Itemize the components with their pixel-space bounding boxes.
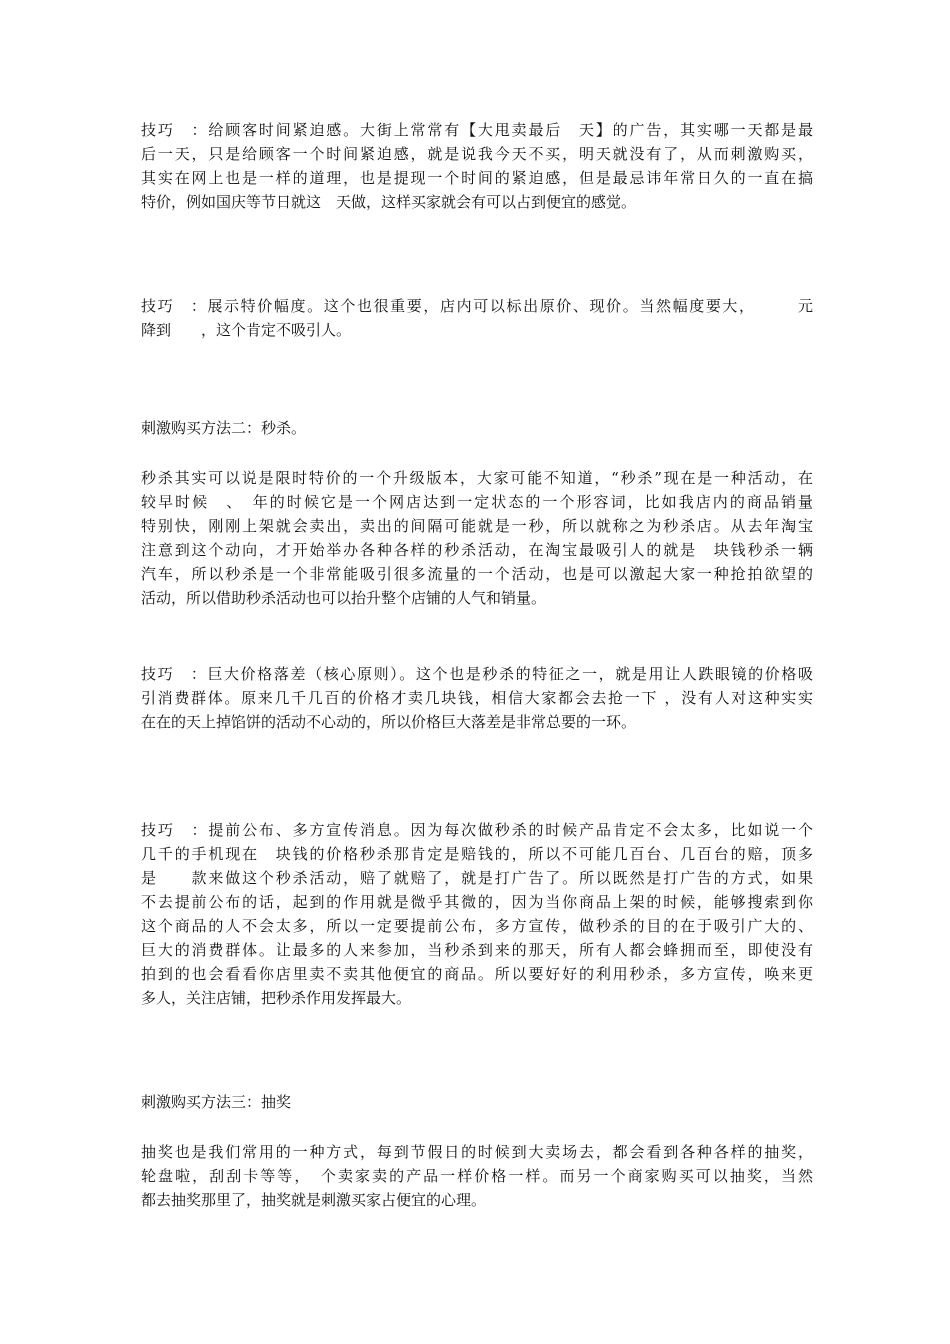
paragraph-tip-price-gap [141, 662, 813, 734]
paragraph-tip-announce [141, 818, 813, 1010]
text-line: 较早时候 、 年的时候它是一个网店达到一定状态的一个形容词，比如我店内的商品销量 [141, 493, 813, 511]
text-line: 在在的天上掉馅饼的活动不心动的，所以价格巨大落差是非常总要的一环。 [141, 713, 637, 731]
text-line: 都去抽奖那里了，抽奖就是刺激买家占便宜的心理。 [141, 1191, 487, 1209]
section-heading-method-3 [141, 1090, 813, 1114]
text-line: 活动，所以借助秒杀活动也可以抬升整个店铺的人气和销量。 [141, 589, 547, 607]
paragraph-tip-urgency [141, 118, 813, 214]
heading-line: 刺激购买方法二：秒杀。 [141, 419, 307, 437]
text-line: 注意到这个动向，才开始举办各种各样的秒杀活动，在淘宝最吸引人的就是 块钱秒杀一辆 [141, 541, 813, 559]
text-line: 引消费群体。原来几千几百的价格才卖几块钱，相信大家都会去抢一下 ，没有人对这种实实 [141, 689, 813, 707]
text-line: 降到 ，这个肯定不吸引人。 [141, 321, 352, 339]
section-heading-method-2 [141, 416, 813, 440]
text-line: 技巧 ：给顾客时间紧迫感。大街上常常有【大甩卖最后 天】的广告，其实哪一天都是最 [141, 121, 813, 139]
text-line: 是 款来做这个秒杀活动，赔了就赔了，就是打广告了。所以既然是打广告的方式，如果 [141, 869, 813, 887]
text-line: 技巧 ：提前公布、多方宣传消息。因为每次做秒杀的时候产品肯定不会太多，比如说一个 [141, 821, 813, 839]
text-line: 抽奖也是我们常用的一种方式，每到节假日的时候到大卖场去，都会看到各种各样的抽奖， [141, 1143, 813, 1161]
paragraph-tip-discount [141, 294, 813, 342]
text-line: 多人，关注店铺，把秒杀作用发挥最大。 [141, 989, 412, 1007]
text-line: 几千的手机现在 块钱的价格秒杀那肯定是赔钱的，所以不可能几百台、几百台的赔，顶多 [141, 845, 813, 863]
text-line: 技巧 ：展示特价幅度。这个也很重要，店内可以标出原价、现价。当然幅度要大， 元 [141, 297, 813, 315]
text-line: 这个商品的人不会太多，所以一定要提前公布，多方宣传，做秒杀的目的在于吸引广大的、 [141, 917, 813, 935]
heading-line: 刺激购买方法三：抽奖 [141, 1093, 292, 1111]
text-line: 不去提前公布的话，起到的作用就是微乎其微的，因为当你商品上架的时候，能够搜索到你 [141, 893, 813, 911]
text-line: 后一天，只是给顾客一个时间紧迫感，就是说我今天不买，明天就没有了，从而刺激购买， [141, 145, 813, 163]
text-line: 巨大的消费群体。让最多的人来参加，当秒杀到来的那天，所有人都会蜂拥而至，即使没有 [141, 941, 813, 959]
text-line: 汽车，所以秒杀是一个非常能吸引很多流量的一个活动，也是可以激起大家一种抢拍欲望的 [141, 565, 813, 583]
paragraph-flash-sale-intro [141, 466, 813, 610]
text-line: 秒杀其实可以说是限时特价的一个升级版本，大家可能不知道，“秒杀”现在是一种活动，在 [141, 469, 813, 487]
text-line: 轮盘啦，刮刮卡等等， 个卖家卖的产品一样价格一样。而另一个商家购买可以抽奖，当然 [141, 1167, 813, 1185]
text-line: 特别快，刚刚上架就会卖出，卖出的间隔可能就是一秒，所以就称之为秒杀店。从去年淘宝 [141, 517, 813, 535]
text-line: 拍到的也会看看你店里卖不卖其他便宜的商品。所以要好好的利用秒杀，多方宣传，唤来更 [141, 965, 813, 983]
text-line: 其实在网上也是一样的道理，也是提现一个时间的紧迫感，但是最忌讳年常日久的一直在搞 [141, 169, 813, 187]
text-line: 特价，例如国庆等节日就这 天做，这样买家就会有可以占到便宜的感觉。 [141, 193, 637, 211]
text-line: 技巧 ：巨大价格落差（核心原则）。这个也是秒杀的特征之一，就是用让人跌眼镜的价格吸 [141, 665, 813, 683]
paragraph-lottery-intro [141, 1140, 813, 1212]
